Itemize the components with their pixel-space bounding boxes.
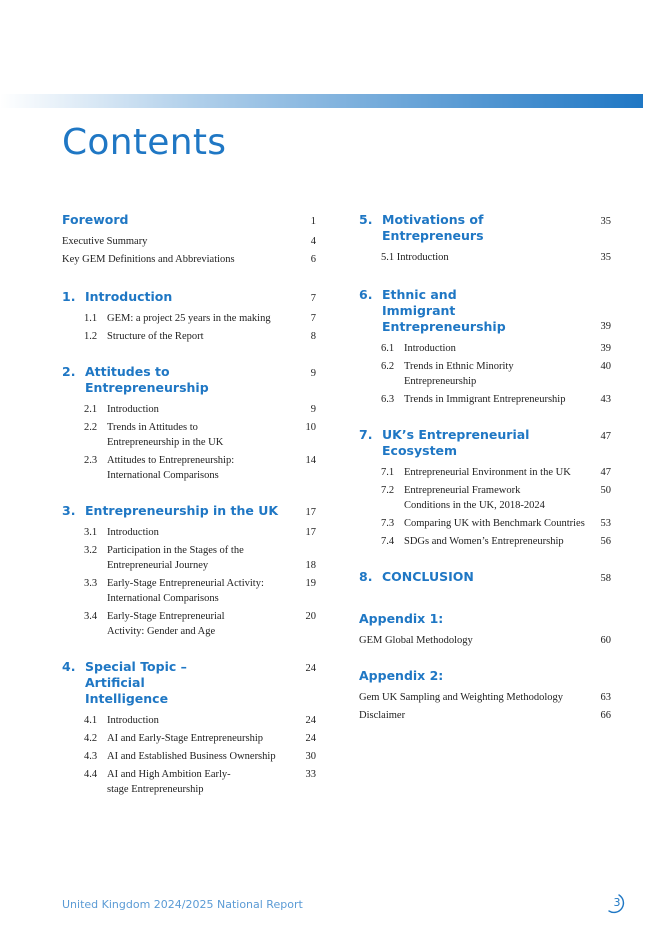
toc-section-4 xyxy=(62,659,316,797)
toc-page-number: 35 xyxy=(600,216,611,227)
toc-heading-label: Motivations of Entrepreneurs xyxy=(382,212,484,243)
toc-entry-label: Entrepreneurial Framework Conditions in the UK, 2018-2024 xyxy=(404,485,545,511)
toc-entry-key-gem-definitions[interactable] xyxy=(62,252,316,267)
toc-page-number: 43 xyxy=(600,394,611,405)
toc-page-number: 47 xyxy=(600,467,611,478)
toc-entry-number: 7.2 xyxy=(381,485,395,496)
toc-entry-label: Executive Summary xyxy=(62,236,148,247)
toc-entry-number: 2.3 xyxy=(84,455,98,466)
toc-page-number: 39 xyxy=(600,343,611,354)
toc-entry[interactable] xyxy=(359,250,611,265)
toc-page-number: 18 xyxy=(305,560,316,571)
toc-entry[interactable] xyxy=(359,534,611,549)
toc-left-column xyxy=(62,212,316,817)
toc-entry-number: 4.3 xyxy=(84,751,98,762)
toc-entry[interactable] xyxy=(359,392,611,407)
toc-heading-label: Special Topic – Artificial Intelligence xyxy=(85,659,187,706)
toc-heading-number: 6. xyxy=(359,287,373,302)
toc-section-appendix-2 xyxy=(359,668,611,723)
toc-entry[interactable] xyxy=(359,465,611,480)
toc-entry-number: 4.2 xyxy=(84,733,98,744)
toc-entry-label: AI and Early-Stage Entrepreneurship xyxy=(107,733,263,744)
toc-page-number: 40 xyxy=(600,361,611,372)
toc-section-1 xyxy=(62,289,316,344)
toc-entry[interactable] xyxy=(62,576,316,606)
toc-entry-label: Gem UK Sampling and Weighting Methodology xyxy=(359,692,563,703)
toc-heading-number: 7. xyxy=(359,427,373,442)
toc-entry-number: 6.3 xyxy=(381,394,395,405)
toc-entry-label: Key GEM Definitions and Abbreviations xyxy=(62,254,235,265)
toc-heading-label: UK’s Entrepreneurial Ecosystem xyxy=(382,427,530,458)
toc-entry-label: Introduction xyxy=(107,715,159,726)
toc-entry-label: Structure of the Report xyxy=(107,331,204,342)
toc-heading-attitudes[interactable] xyxy=(62,364,316,396)
toc-entry[interactable] xyxy=(359,690,611,705)
toc-heading-number: 3. xyxy=(62,503,76,518)
toc-page-number: 6 xyxy=(310,254,316,265)
toc-entry-label: GEM Global Methodology xyxy=(359,635,473,646)
toc-entry-number: 7.4 xyxy=(381,536,395,547)
toc-heading-ecosystem[interactable] xyxy=(359,427,611,459)
toc-heading-entrepreneurship-uk[interactable] xyxy=(62,503,316,519)
toc-heading-foreword[interactable] xyxy=(62,212,316,228)
toc-entry-label: GEM: a project 25 years in the making xyxy=(107,313,271,324)
toc-heading-label: Entrepreneurship in the UK xyxy=(85,503,279,518)
toc-entry-number: 2.1 xyxy=(84,404,98,415)
toc-page-number: 47 xyxy=(600,431,611,442)
toc-entry-number: 3.4 xyxy=(84,611,98,622)
toc-page-number: 19 xyxy=(305,578,316,589)
header-gradient-band xyxy=(0,94,643,108)
toc-entry-label: Introduction xyxy=(404,343,456,354)
toc-entry[interactable] xyxy=(359,633,611,648)
toc-entry[interactable] xyxy=(62,311,316,326)
toc-entry[interactable] xyxy=(62,749,316,764)
footer-report-title: United Kingdom 2024/2025 National Report xyxy=(62,898,303,911)
toc-page-number: 58 xyxy=(600,573,611,584)
toc-heading-label: Foreword xyxy=(62,212,129,227)
toc-page-number: 7 xyxy=(310,313,316,324)
toc-page-number: 17 xyxy=(305,507,316,518)
toc-page-number: 24 xyxy=(305,715,316,726)
toc-page-number: 66 xyxy=(600,710,611,721)
toc-page-number: 53 xyxy=(600,518,611,529)
toc-heading-label: CONCLUSION xyxy=(382,569,474,584)
toc-entry-number: 2.2 xyxy=(84,422,98,433)
toc-entry-label: Attitudes to Entrepreneurship: International Comparisons xyxy=(107,455,235,481)
toc-page-number: 63 xyxy=(600,692,611,703)
toc-heading-motivations[interactable] xyxy=(359,212,611,244)
toc-section-3 xyxy=(62,503,316,639)
toc-entry-number: 7.3 xyxy=(381,518,395,529)
toc-section-foreword[interactable] xyxy=(62,212,316,267)
toc-entry[interactable] xyxy=(62,420,316,450)
toc-heading-label: Introduction xyxy=(85,289,173,304)
toc-entry-label: 5.1 Introduction xyxy=(381,252,449,263)
toc-page-number: 30 xyxy=(305,751,316,762)
toc-page-number: 24 xyxy=(305,733,316,744)
toc-entry[interactable] xyxy=(359,516,611,531)
toc-section-6 xyxy=(359,287,611,407)
toc-page-number: 35 xyxy=(600,252,611,263)
toc-section-appendix-1 xyxy=(359,611,611,648)
toc-entry-label: Early-Stage Entrepreneurial Activity: International Comparisons xyxy=(107,578,264,604)
toc-entry-number: 7.1 xyxy=(381,467,395,478)
toc-heading-number: 2. xyxy=(62,364,76,379)
toc-entry[interactable] xyxy=(62,543,316,573)
toc-entry-number: 3.3 xyxy=(84,578,98,589)
toc-heading-label: Attitudes to Entrepreneurship xyxy=(85,364,209,395)
toc-entry-number: 6.2 xyxy=(381,361,395,372)
toc-section-8 xyxy=(359,569,611,585)
toc-page-number: 9 xyxy=(310,368,316,379)
toc-entry-label: Comparing UK with Benchmark Countries xyxy=(404,518,585,529)
toc-entry-label: Disclaimer xyxy=(359,710,406,721)
toc-page-number: 8 xyxy=(310,331,316,342)
toc-entry-number: 4.4 xyxy=(84,769,98,780)
toc-page-number: 20 xyxy=(305,611,316,622)
toc-entry-label: SDGs and Women’s Entrepreneurship xyxy=(404,536,564,547)
toc-page-number: 50 xyxy=(600,485,611,496)
toc-entry-label: Entrepreneurial Environment in the UK xyxy=(404,467,571,478)
toc-entry[interactable] xyxy=(62,731,316,746)
toc-entry-label: AI and High Ambition Early-stage Entrepreneurship xyxy=(107,769,231,795)
toc-entry[interactable] xyxy=(62,525,316,540)
toc-heading-appendix-2[interactable] xyxy=(359,668,611,684)
toc-entry-label: Early-Stage Entrepreneurial Activity: Gender and Age xyxy=(107,611,225,637)
toc-page-number: 4 xyxy=(310,236,316,247)
toc-entry-label: Trends in Attitudes to Entrepreneurship in the UK xyxy=(107,422,224,448)
toc-entry-number: 3.1 xyxy=(84,527,98,538)
toc-entry[interactable] xyxy=(62,329,316,344)
toc-page-number: 9 xyxy=(310,404,316,415)
toc-entry[interactable] xyxy=(62,767,316,797)
toc-entry-label: Introduction xyxy=(107,527,159,538)
toc-right-column xyxy=(359,212,611,743)
toc-page-number: 14 xyxy=(305,455,316,466)
toc-heading-conclusion[interactable] xyxy=(359,569,611,585)
page-title: Contents xyxy=(62,122,227,163)
toc-entry-label: Trends in Ethnic Minority Entrepreneurship xyxy=(404,361,514,387)
page-number-text: 3 xyxy=(613,896,621,909)
toc-entry-number: 1.2 xyxy=(84,331,98,342)
toc-section-2 xyxy=(62,364,316,483)
toc-entry[interactable] xyxy=(62,402,316,417)
toc-page-number: 60 xyxy=(600,635,611,646)
toc-entry[interactable] xyxy=(359,359,611,389)
toc-page-number: 39 xyxy=(600,321,611,332)
toc-entry[interactable] xyxy=(359,483,611,513)
toc-heading-number: 4. xyxy=(62,659,76,674)
toc-page-number: 10 xyxy=(305,422,316,433)
toc-entry-number: 4.1 xyxy=(84,715,98,726)
toc-page-number: 24 xyxy=(305,663,316,674)
toc-section-7 xyxy=(359,427,611,549)
toc-heading-label: Appendix 2: xyxy=(359,668,444,683)
toc-entry-label: Participation in the Stages of the Entrepreneurial Journey xyxy=(107,545,244,571)
toc-heading-ethnic-immigrant[interactable] xyxy=(359,287,611,335)
toc-entry-label: Introduction xyxy=(107,404,159,415)
footer-page-number xyxy=(604,892,630,916)
toc-heading-label: Appendix 1: xyxy=(359,611,444,626)
toc-heading-label: Ethnic and Immigrant Entrepreneurship xyxy=(382,287,506,334)
toc-heading-appendix-1[interactable] xyxy=(359,611,611,627)
toc-entry-label: AI and Established Business Ownership xyxy=(107,751,276,762)
toc-entry-executive-summary[interactable] xyxy=(62,234,316,249)
toc-entry[interactable] xyxy=(359,708,611,723)
toc-entry[interactable] xyxy=(62,713,316,728)
toc-heading-number: 1. xyxy=(62,289,76,304)
toc-entry-number: 6.1 xyxy=(381,343,395,354)
toc-entry-label: Trends in Immigrant Entrepreneurship xyxy=(404,394,566,405)
toc-section-5 xyxy=(359,212,611,265)
toc-page-number: 1 xyxy=(310,216,316,227)
toc-entry[interactable] xyxy=(62,609,316,639)
toc-entry[interactable] xyxy=(359,341,611,356)
toc-heading-introduction[interactable] xyxy=(62,289,316,305)
toc-page-number: 33 xyxy=(305,769,316,780)
toc-page-number: 17 xyxy=(305,527,316,538)
toc-heading-number: 5. xyxy=(359,212,373,227)
toc-entry-number: 3.2 xyxy=(84,545,98,556)
toc-page-number: 56 xyxy=(600,536,611,547)
toc-heading-special-topic-ai[interactable] xyxy=(62,659,316,707)
toc-entry[interactable] xyxy=(62,453,316,483)
toc-heading-number: 8. xyxy=(359,569,373,584)
toc-page-number: 7 xyxy=(310,293,316,304)
toc-entry-number: 1.1 xyxy=(84,313,98,324)
